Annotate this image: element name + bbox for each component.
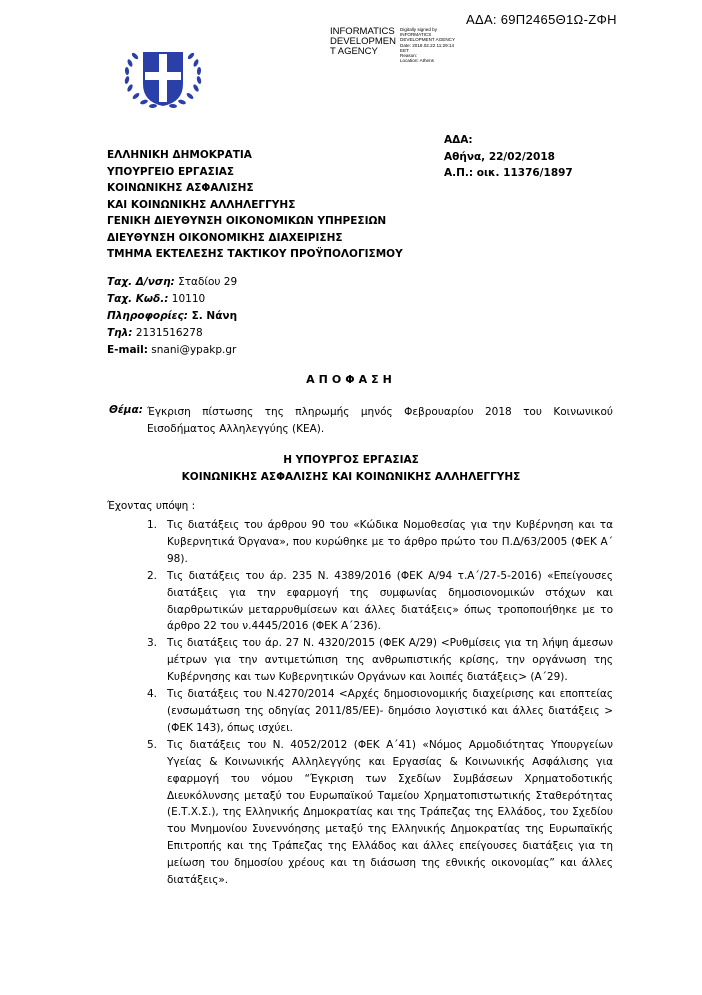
header-line: ΚΟΙΝΩΝΙΚΗΣ ΑΣΦΑΛΙΣΗΣ <box>107 182 254 194</box>
postcode-row <box>107 291 237 308</box>
document-title: ΑΠΟΦΑΣΗ <box>306 373 396 386</box>
header-line: ΓΕΝΙΚΗ ΔΙΕΥΘΥΝΣΗ ΟΙΚΟΝΟΜΙΚΩΝ ΥΠΗΡΕΣΙΩΝ <box>107 215 387 227</box>
list-item-number: 1. <box>147 519 158 531</box>
signature-detail-line: DEVELOPMENT AGENCY <box>400 37 456 43</box>
minister-line: Η ΥΠΟΥΡΓΟΣ ΕΡΓΑΣΙΑΣ <box>283 454 419 466</box>
signature-detail-line: Location: Athens <box>400 58 434 64</box>
list-item-text: Τις διατάξεις του Ν.4270/2014 <Αρχές δημοσιονομικής διαχείρισης και εποπτείας (ενσωμάτωση της οδηγίας 2011/85/ΕΕ)- δημόσιο λογιστικό και άλλες διατάξεις > (ΦΕΚ 143), όπως ισχύει. <box>167 688 613 734</box>
signature-detail-line: Digitally signed by <box>400 27 438 32</box>
address-label: Ταχ. Δ/νση: <box>107 276 175 288</box>
list-item-text: Τις διατάξεις του άρ. 27 Ν. 4320/2015 (ΦΕΚ Α/29) <Ρυθμίσεις για τη λήψη άμεσων μέτρων για την αντιμετώπιση της ανθρωπιστικής κρίσης, την οργάνωση της Κυβέρνησης και των Κυβερνητικών Οργάνων και λοιπές διατάξεις> (Α΄29). <box>167 637 613 684</box>
considerations-list <box>107 517 613 889</box>
ada-label: ΑΔΑ: <box>444 134 473 146</box>
header-line: ΥΠΟΥΡΓΕΙΟ ΕΡΓΑΣΙΑΣ <box>107 165 235 178</box>
address-value: Σταδίου 29 <box>174 276 238 288</box>
signature-details <box>400 27 455 63</box>
list-item <box>107 737 613 889</box>
header-line: ΤΜΗΜΑ ΕΚΤΕΛΕΣΗΣ ΤΑΚΤΙΚΟΥ ΠΡΟΫΠΟΛΟΓΙΣΜΟΥ <box>107 248 403 260</box>
signature-detail-line: Reason: <box>400 53 418 59</box>
issuing-authority <box>107 147 403 263</box>
list-item-text: Τις διατάξεις του Ν. 4052/2012 (ΦΕΚ Α΄41) «Νόμος Αρμοδιότητας Υπουργείων Υγείας & Κοινωνικής Αλληλεγγύης και Εργασίας & Κοινωνικής Ασφάλισης για εφαρμογή του νόμου “Έγκριση των Σχεδίων Συμβάσεων Χρηματοδοτικής Διευκόλυνσης μεταξύ του Ευρωπαϊκού Ταμείου Χρηματοπιστωτικής Σταθερότητας (Ε.Τ.Χ.Σ.), της Ελληνικής Δημοκρατίας και της Τράπεζας της Ελλάδος, του Σχεδίου του Μνημονίου Συνεννόησης μεταξύ της Ελληνικής Δημοκρατίας της Ευρωπαϊκής Επιτροπής και της Τράπεζας της Ελλάδος και άλλες επείγουσες διατάξεις για τη μείωση του δημοσίου χρέους και τη διάσωση της εθνικής οικονομίας” και άλλες διατάξεις». <box>167 738 613 887</box>
header-line: ΕΛΛΗΝΙΚΗ ΔΗΜΟΚΡΑΤΙΑ <box>107 149 252 161</box>
list-item-text: Τις διατάξεις του άρθρου 90 του «Κώδικα Νομοθεσίας για την Κυβέρνηση και τα Κυβερνητικά Όργανα», που κυρώθηκε με το άρθρο πρώτο του Π.Δ/63/2005 (ΦΕΚ Α΄ 98). <box>167 519 613 565</box>
subject-text: Έγκριση πίστωσης της πληρωμής μηνός Φεβρουαρίου 2018 του Κοινωνικού Εισοδήματος Αλληλεγγύης (ΚΕΑ). <box>147 406 613 435</box>
email-label: E-mail: <box>107 344 148 356</box>
list-item-text: Τις διατάξεις του άρ. 235 Ν. 4389/2016 (ΦΕΚ Α/94 τ.Α΄/27-5-2016) «Επείγουσες διατάξεις για την εφαρμογή της συμφωνίας δημοσιονομικών στόχων και διαρθρωτικών μεταρρυθμίσεων και άλλες διατάξεις» όπως τροποποιήθηκε με το άρθρο 22 του ν.4445/2016 (ΦΕΚ Α΄236). <box>167 569 613 633</box>
info-label: Πληροφορίες: <box>107 310 188 322</box>
considering-intro: Έχοντας υπόψη : <box>107 500 196 512</box>
greek-republic-emblem-icon <box>116 44 210 112</box>
document-ada-code: ΑΔΑ: 69Π2465Θ1Ω-ΖΦΗ <box>466 12 617 27</box>
signature-detail-line: Date: 2018.02.22 11:29:14 <box>400 42 455 48</box>
phone-row <box>107 325 237 342</box>
info-row <box>107 308 237 325</box>
signature-org-line: T AGENCY <box>330 46 378 57</box>
signature-organization <box>330 27 396 57</box>
list-item-number: 3. <box>147 637 158 650</box>
signature-org-line: DEVELOPMEN <box>330 36 396 47</box>
minister-line: ΚΟΙΝΩΝΙΚΗΣ ΑΣΦΑΛΙΣΗΣ ΚΑΙ ΚΟΙΝΩΝΙΚΗΣ ΑΛΛΗΛΕΓΓΥΗΣ <box>181 470 521 483</box>
list-item <box>107 635 613 686</box>
minister-heading <box>0 452 702 485</box>
signature-org-line: INFORMATICS <box>330 26 395 37</box>
list-item <box>107 686 613 737</box>
place-date: Αθήνα, 22/02/2018 <box>444 150 555 163</box>
address-row <box>107 274 237 291</box>
list-item-number: 4. <box>147 688 158 701</box>
email-value: snani@ypakp.gr <box>147 344 237 356</box>
header-line: ΚΑΙ ΚΟΙΝΩΝΙΚΗΣ ΑΛΛΗΛΕΓΓΥΗΣ <box>107 198 296 211</box>
list-item-number: 2. <box>147 569 158 582</box>
info-value: Σ. Νάνη <box>187 310 238 322</box>
postcode-value: 10110 <box>168 293 206 305</box>
protocol-number: Α.Π.: οικ. 11376/1897 <box>444 167 573 179</box>
postcode-label: Ταχ. Κωδ.: <box>107 293 169 305</box>
list-item-number: 5. <box>147 738 158 751</box>
subject-label: Θέμα: <box>109 404 143 416</box>
contact-block <box>107 274 237 359</box>
header-line: ΔΙΕΥΘΥΝΣΗ ΟΙΚΟΝΟΜΙΚΗΣ ΔΙΑΧΕΙΡΙΣΗΣ <box>107 231 343 244</box>
list-item <box>107 517 613 568</box>
phone-value: 2131516278 <box>132 327 203 339</box>
signature-detail-line: INFORMATICS <box>400 32 432 38</box>
email-row <box>107 342 237 359</box>
signature-detail-line: EET <box>400 47 409 53</box>
phone-label: Τηλ: <box>107 327 133 339</box>
list-item <box>107 568 613 636</box>
reference-block <box>444 132 573 182</box>
